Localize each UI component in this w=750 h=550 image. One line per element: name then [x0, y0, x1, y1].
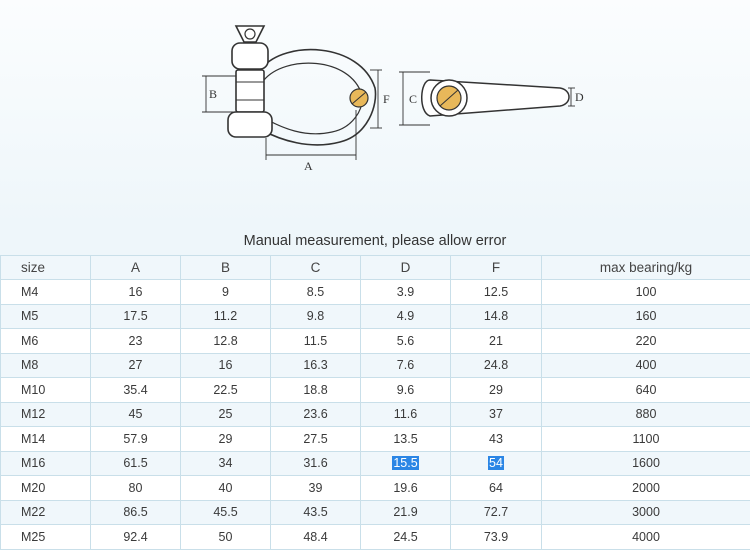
cell-b: 40 — [181, 476, 271, 501]
table-row — [1, 451, 750, 476]
header-size: size — [1, 256, 91, 280]
cell-a: 27 — [91, 353, 181, 378]
table-row — [1, 402, 750, 427]
cell-b: 22.5 — [181, 378, 271, 403]
cell-c: 11.5 — [271, 329, 361, 354]
cell-b: 50 — [181, 525, 271, 550]
table-row — [1, 329, 750, 354]
cell-max-bearing: 2000 — [542, 476, 750, 501]
cell-a: 16 — [91, 280, 181, 305]
cell-b: 16 — [181, 353, 271, 378]
cell-max-bearing: 220 — [542, 329, 750, 354]
cell-a: 80 — [91, 476, 181, 501]
cell-size: M25 — [1, 525, 91, 550]
header-c: C — [271, 256, 361, 280]
cell-max-bearing: 400 — [542, 353, 750, 378]
cell-a: 86.5 — [91, 500, 181, 525]
cell-a: 61.5 — [91, 451, 181, 476]
table-row — [1, 304, 750, 329]
cell-f: 12.5 — [451, 280, 542, 305]
cell-size: M8 — [1, 353, 91, 378]
table-header-row — [1, 256, 750, 280]
dimension-label-b: B — [209, 87, 217, 101]
shackle-drawing — [0, 0, 750, 228]
cell-d: 21.9 — [361, 500, 451, 525]
cell-f: 72.7 — [451, 500, 542, 525]
cell-max-bearing: 1600 — [542, 451, 750, 476]
cell-d: 4.9 — [361, 304, 451, 329]
cell-size: M22 — [1, 500, 91, 525]
cell-max-bearing: 640 — [542, 378, 750, 403]
cell-size: M5 — [1, 304, 91, 329]
cell-f: 73.9 — [451, 525, 542, 550]
cell-a: 17.5 — [91, 304, 181, 329]
cell-c: 39 — [271, 476, 361, 501]
cell-b: 9 — [181, 280, 271, 305]
cell-size: M12 — [1, 402, 91, 427]
cell-d: 19.6 — [361, 476, 451, 501]
cell-max-bearing: 1100 — [542, 427, 750, 452]
cell-max-bearing: 3000 — [542, 500, 750, 525]
dimension-label-f: F — [383, 92, 390, 106]
selected-text: 54 — [488, 456, 504, 470]
specification-table-body — [1, 256, 750, 550]
cell-a: 35.4 — [91, 378, 181, 403]
cell-b: 34 — [181, 451, 271, 476]
table-caption: Manual measurement, please allow error — [0, 228, 750, 256]
cell-size: M6 — [1, 329, 91, 354]
cell-max-bearing: 880 — [542, 402, 750, 427]
cell-f: 21 — [451, 329, 542, 354]
table-row — [1, 378, 750, 403]
cell-size: M14 — [1, 427, 91, 452]
table-row — [1, 280, 750, 305]
cell-f: 43 — [451, 427, 542, 452]
cell-c: 18.8 — [271, 378, 361, 403]
dimension-label-a: A — [304, 159, 313, 173]
cell-size: M4 — [1, 280, 91, 305]
dimension-label-d: D — [575, 90, 584, 104]
shackle-side-view — [228, 26, 376, 145]
header-a: A — [91, 256, 181, 280]
cell-d — [361, 451, 451, 476]
cell-f: 29 — [451, 378, 542, 403]
cell-f — [451, 451, 542, 476]
cell-max-bearing: 160 — [542, 304, 750, 329]
cell-b: 11.2 — [181, 304, 271, 329]
cell-b: 29 — [181, 427, 271, 452]
cell-c: 43.5 — [271, 500, 361, 525]
cell-c: 27.5 — [271, 427, 361, 452]
shackle-diagram — [0, 0, 750, 228]
cell-max-bearing: 100 — [542, 280, 750, 305]
dimension-label-c: C — [409, 92, 417, 106]
header-d: D — [361, 256, 451, 280]
table-row — [1, 476, 750, 501]
cell-d: 11.6 — [361, 402, 451, 427]
cell-a: 45 — [91, 402, 181, 427]
cell-c: 31.6 — [271, 451, 361, 476]
cell-b: 45.5 — [181, 500, 271, 525]
table-row — [1, 525, 750, 550]
cell-d: 5.6 — [361, 329, 451, 354]
cell-size: M16 — [1, 451, 91, 476]
cell-d: 7.6 — [361, 353, 451, 378]
cell-f: 24.8 — [451, 353, 542, 378]
cell-c: 16.3 — [271, 353, 361, 378]
cell-d: 3.9 — [361, 280, 451, 305]
cell-a: 57.9 — [91, 427, 181, 452]
selected-text: 15.5 — [392, 456, 418, 470]
cell-a: 23 — [91, 329, 181, 354]
table-row — [1, 353, 750, 378]
cell-b: 25 — [181, 402, 271, 427]
cell-f: 37 — [451, 402, 542, 427]
cell-f: 64 — [451, 476, 542, 501]
cell-b: 12.8 — [181, 329, 271, 354]
cell-d: 13.5 — [361, 427, 451, 452]
shackle-top-view — [422, 80, 569, 116]
header-max-bearing: max bearing/kg — [542, 256, 750, 280]
cell-d: 9.6 — [361, 378, 451, 403]
table-row — [1, 500, 750, 525]
cell-size: M20 — [1, 476, 91, 501]
cell-d: 24.5 — [361, 525, 451, 550]
cell-max-bearing: 4000 — [542, 525, 750, 550]
cell-c: 9.8 — [271, 304, 361, 329]
specification-table — [0, 255, 750, 550]
cell-c: 8.5 — [271, 280, 361, 305]
cell-size: M10 — [1, 378, 91, 403]
table-row — [1, 427, 750, 452]
cell-a: 92.4 — [91, 525, 181, 550]
cell-f: 14.8 — [451, 304, 542, 329]
cell-c: 48.4 — [271, 525, 361, 550]
header-b: B — [181, 256, 271, 280]
header-f: F — [451, 256, 542, 280]
cell-c: 23.6 — [271, 402, 361, 427]
